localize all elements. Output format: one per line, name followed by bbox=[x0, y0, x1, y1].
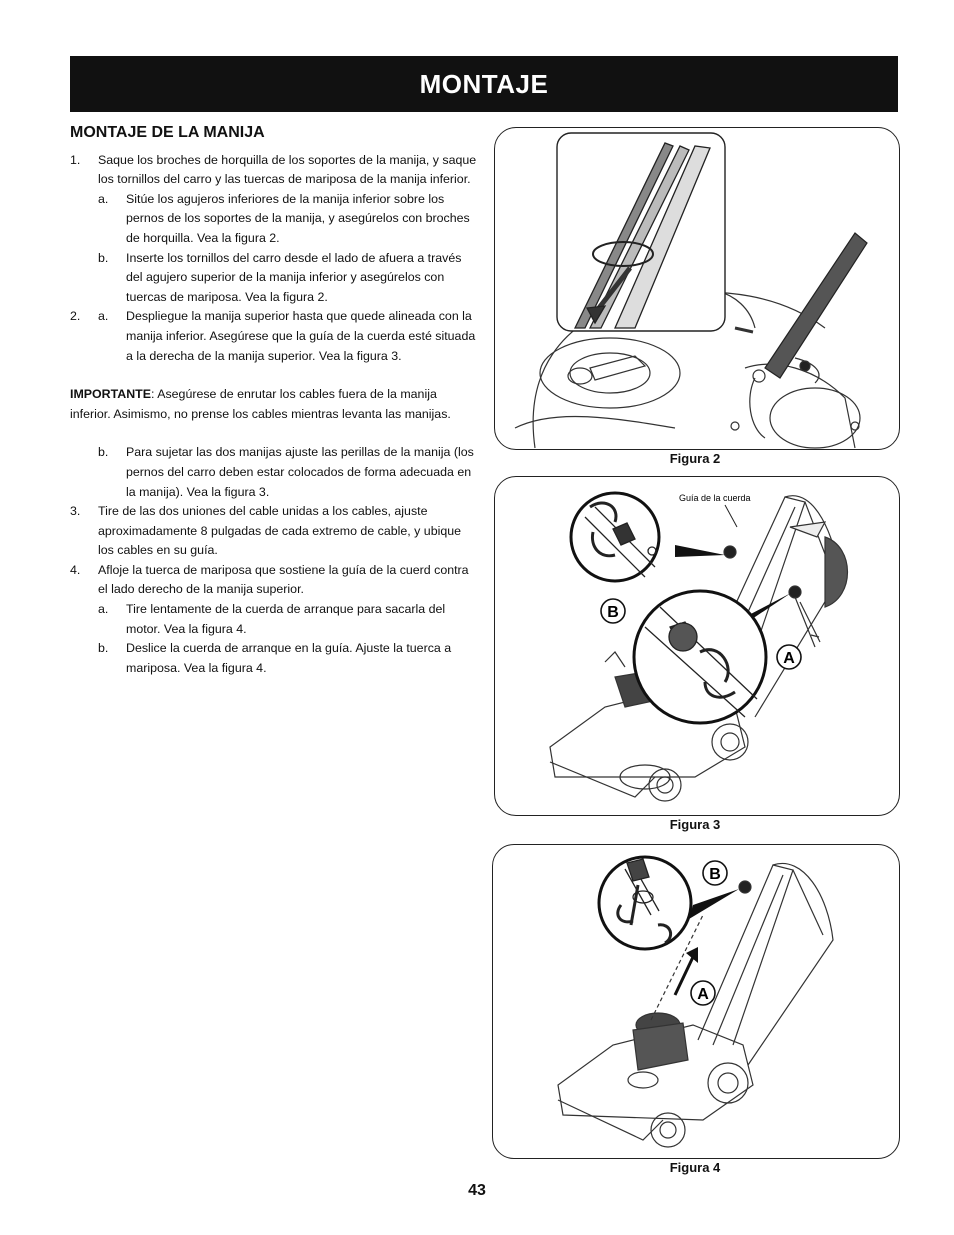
important-label: IMPORTANTE bbox=[70, 387, 151, 402]
step-number: 2. bbox=[70, 309, 81, 324]
page-header-banner bbox=[70, 56, 898, 112]
rope-guide-label: Guía de la cuerda bbox=[679, 493, 751, 503]
step-2b bbox=[70, 443, 480, 502]
step-1a bbox=[70, 190, 480, 249]
step-2a bbox=[70, 307, 480, 366]
figure-4-caption: Figura 4 bbox=[669, 1160, 721, 1175]
substep-text: Para sujetar las dos manijas ajuste las perillas de la manija (los pernos del carro deben estar colocados de forma adecuada en la manija). Vea la figura 3. bbox=[126, 445, 474, 499]
figure-4-illustration bbox=[493, 845, 899, 1158]
substep-text: Sitúe los agujeros inferiores de la manija inferior sobre los pernos de los soportes de la manija, y asegúrelos con broches de horquilla. Vea la figura 2. bbox=[126, 191, 470, 245]
page-title: MONTAJE bbox=[419, 68, 549, 99]
substep-text: Tire lentamente de la cuerda de arranque para sacarla del motor. Vea la figura 4. bbox=[126, 602, 446, 636]
step-4a bbox=[70, 600, 480, 639]
step-number: 4. bbox=[70, 562, 81, 577]
figure-3 bbox=[494, 476, 900, 816]
substep-text: Deslice la cuerda de arranque en la guía. Ajuste la tuerca a mariposa. Vea la figura 4. bbox=[126, 641, 452, 675]
step-4b bbox=[70, 639, 480, 678]
step-text: Tire de las dos uniones del cable unidas a los cables, ajuste aproximadamente 8 pulgadas de cada extremo de cable, y ubique los cables en su guía. bbox=[98, 504, 462, 558]
important-note bbox=[70, 385, 480, 424]
substep-label: a. bbox=[98, 191, 109, 206]
step-number: 3. bbox=[70, 504, 81, 519]
instructions-column bbox=[70, 123, 480, 678]
figure-4 bbox=[492, 844, 900, 1159]
step-text: Afloje la tuerca de mariposa que sostiene la guía de la cuerd contra el lado derecho de la manija superior. bbox=[98, 562, 469, 597]
label-b: B bbox=[607, 604, 619, 621]
label-a: A bbox=[697, 986, 709, 1003]
substep-label: b. bbox=[98, 641, 109, 656]
step-text: Saque los broches de horquilla de los soportes de la manija, y saque los tornillos del carro y las tuercas de mariposa de la manija inferior. bbox=[98, 152, 477, 187]
substep-label: a. bbox=[98, 602, 109, 617]
substep-text: Inserte los tornillos del carro desde el lado de afuera a través del agujero superior de la manija inferior y asegúrelos con tuercas de mariposa. Vea la figura 2. bbox=[126, 250, 462, 304]
figure-3-illustration bbox=[495, 477, 899, 815]
step-1 bbox=[70, 151, 480, 190]
page-number: 43 bbox=[468, 1182, 486, 1199]
substep-label: b. bbox=[98, 250, 109, 265]
step-3 bbox=[70, 502, 480, 561]
substep-label: b. bbox=[98, 445, 109, 460]
figure-2 bbox=[494, 127, 900, 450]
label-b: B bbox=[709, 866, 721, 883]
section-title: MONTAJE DE LA MANIJA bbox=[70, 124, 265, 141]
substep-text: Despliegue la manija superior hasta que quede alineada con la manija inferior. Asegúrese que la guía de la cuerda esté situada a la derecha de la manija superior. Vea la figura 3. bbox=[126, 309, 476, 363]
figure-2-caption: Figura 2 bbox=[669, 451, 721, 466]
important-text: : Asegúrese de enrutar los cables fuera de la manija inferior. Asimismo, no prense los cables mientras levanta las manijas. bbox=[70, 387, 451, 421]
label-a: A bbox=[783, 650, 795, 667]
substep-label: a. bbox=[98, 309, 109, 324]
step-number: 1. bbox=[70, 152, 81, 167]
figure-2-illustration bbox=[495, 128, 899, 449]
step-1b bbox=[70, 249, 480, 308]
figure-3-caption: Figura 3 bbox=[669, 817, 721, 832]
step-4 bbox=[70, 561, 480, 600]
